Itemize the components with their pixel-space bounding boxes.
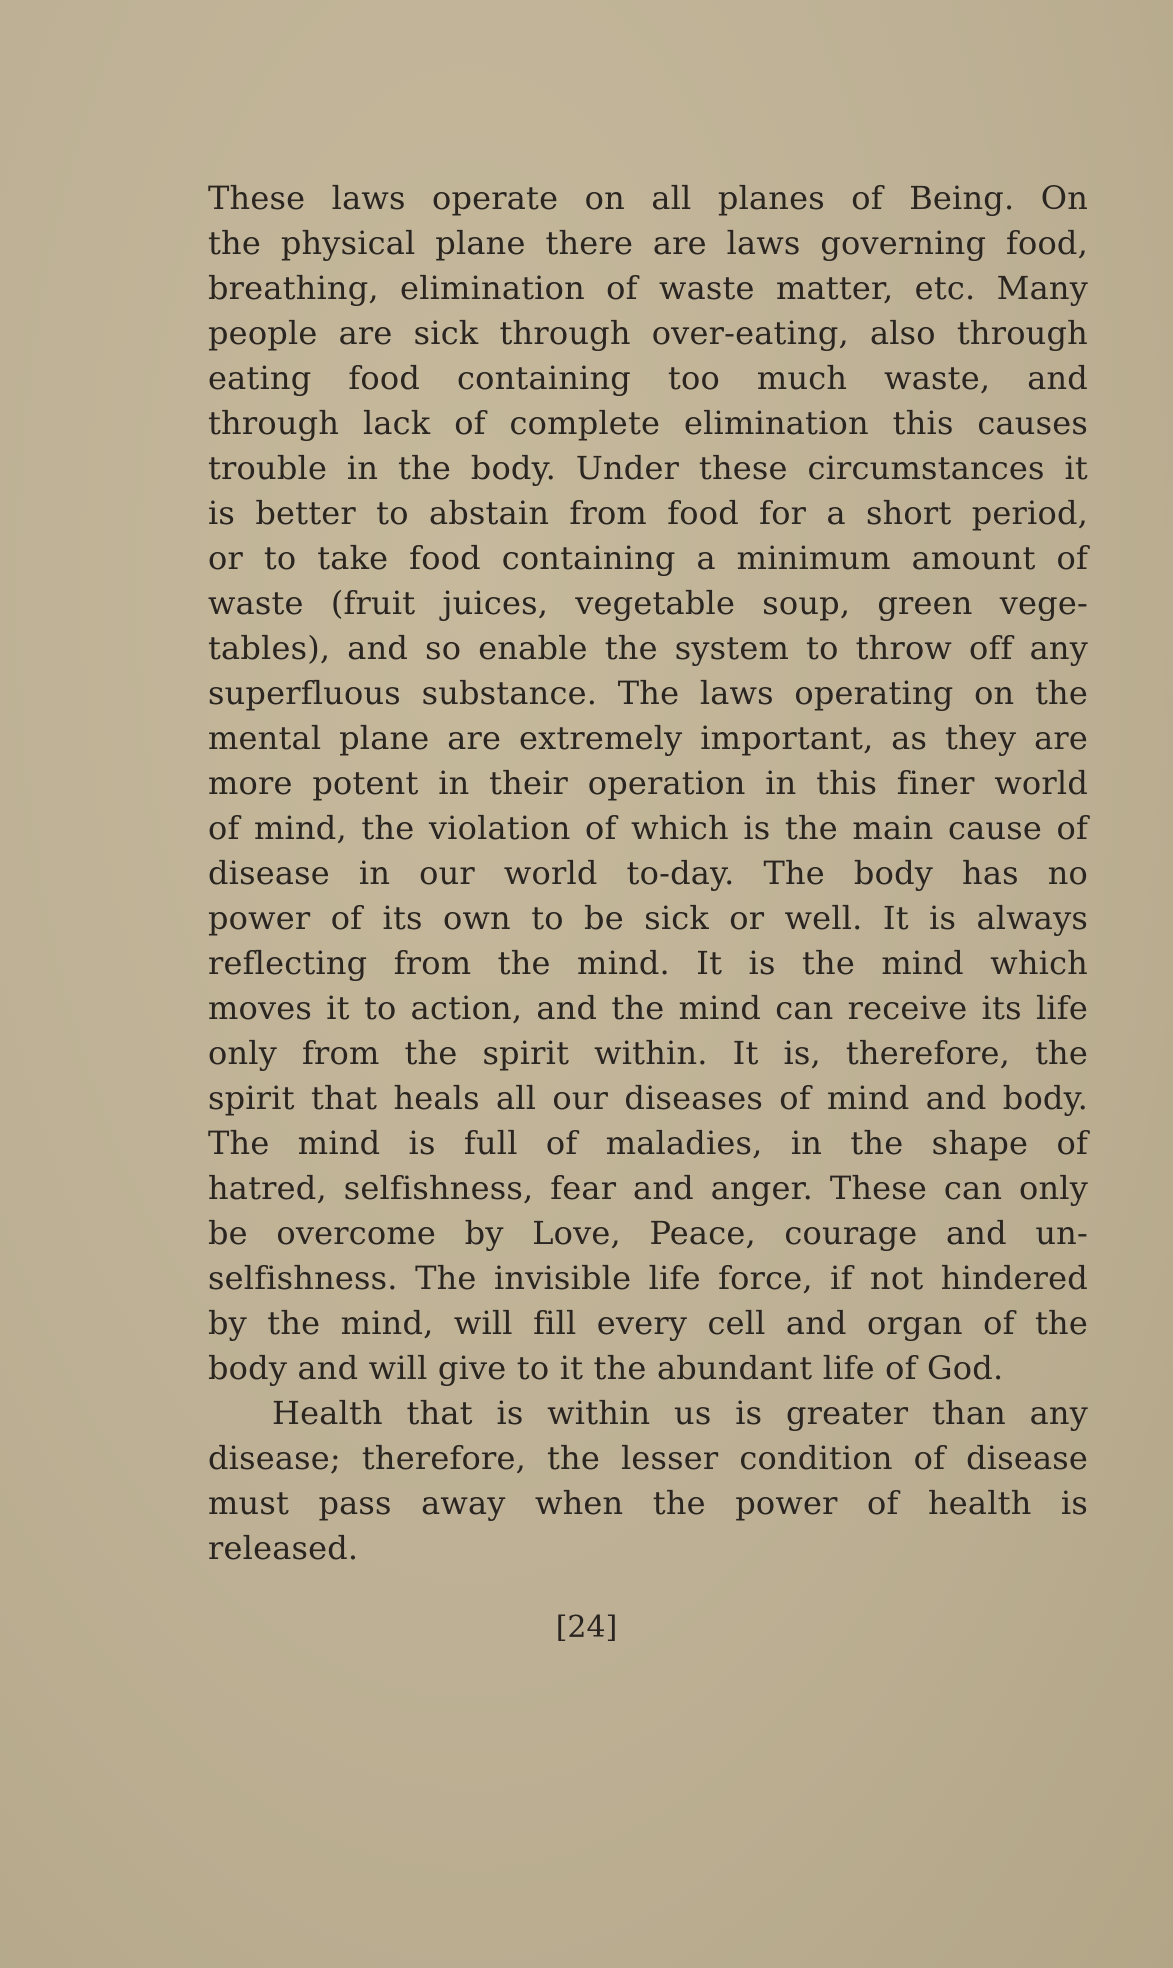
- text-line: mental plane are extremely important, as they are: [208, 719, 1088, 757]
- text-line: body and will give to it the abundant life of God.: [208, 1349, 1004, 1387]
- text-line: by the mind, will fill every cell and organ of the: [208, 1304, 1088, 1342]
- text-line: disease; therefore, the lesser condition of disease: [208, 1439, 1088, 1477]
- text-line: These laws operate on all planes of Being. On: [208, 179, 1088, 217]
- text-line: more potent in their operation in this finer world: [208, 764, 1088, 802]
- text-line: be overcome by Love, Peace, courage and un-: [208, 1214, 1088, 1252]
- paragraph-2: [208, 1391, 1088, 1571]
- text-line: Health that is within us is greater than any: [272, 1394, 1088, 1432]
- text-line: only from the spirit within. It is, therefore, the: [208, 1034, 1088, 1072]
- text-line: waste (fruit juices, vegetable soup, green vege-: [208, 584, 1088, 622]
- text-line: tables), and so enable the system to throw off any: [208, 629, 1088, 667]
- paragraph-1: [208, 176, 1088, 1391]
- text-line: the physical plane there are laws governing food,: [208, 224, 1088, 262]
- text-line: released.: [208, 1529, 359, 1567]
- text-line: power of its own to be sick or well. It is always: [208, 899, 1088, 937]
- text-line: breathing, elimination of waste matter, etc. Many: [208, 269, 1088, 307]
- text-line: disease in our world to-day. The body has no: [208, 854, 1088, 892]
- text-line: people are sick through over-eating, also through: [208, 314, 1088, 352]
- text-line: reflecting from the mind. It is the mind which: [208, 944, 1088, 982]
- text-line: trouble in the body. Under these circumstances it: [208, 449, 1088, 487]
- text-line: The mind is full of maladies, in the shape of: [208, 1124, 1088, 1162]
- text-line: must pass away when the power of health is: [208, 1484, 1088, 1522]
- page-number: [24]: [555, 1610, 618, 1645]
- text-line: through lack of complete elimination this causes: [208, 404, 1088, 442]
- text-line: hatred, selfishness, fear and anger. These can only: [208, 1169, 1088, 1207]
- text-line: of mind, the violation of which is the main cause of: [208, 809, 1088, 847]
- text-line: moves it to action, and the mind can receive its life: [208, 989, 1088, 1027]
- text-line: superfluous substance. The laws operating on the: [208, 674, 1088, 712]
- text-line: eating food containing too much waste, and: [208, 359, 1088, 397]
- text-line: or to take food containing a minimum amount of: [208, 539, 1088, 577]
- text-line: spirit that heals all our diseases of mind and body.: [208, 1079, 1088, 1117]
- text-line: is better to abstain from food for a short period,: [208, 494, 1088, 532]
- text-line: selfishness. The invisible life force, if not hindered: [208, 1259, 1088, 1297]
- body-text: [208, 176, 1088, 1571]
